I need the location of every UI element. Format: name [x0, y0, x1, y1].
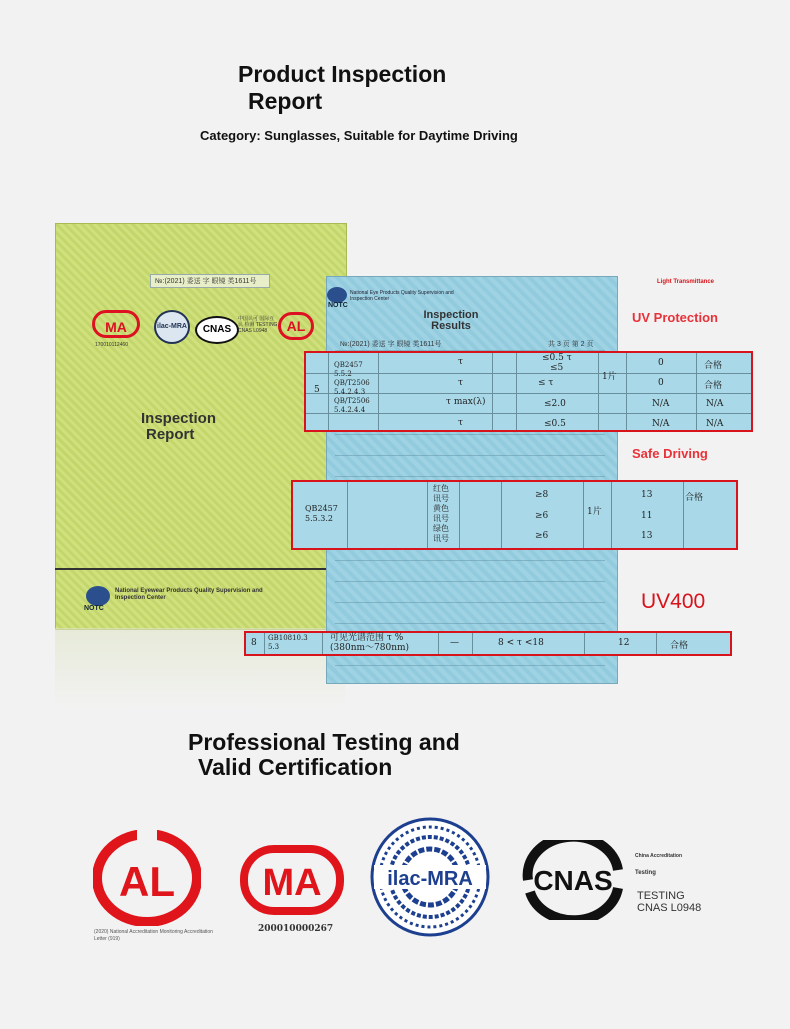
vis-param	[330, 633, 409, 653]
ma-logo-small: MA	[92, 310, 140, 338]
uv-limit-3: ≤2.0	[544, 399, 566, 409]
uv-item-no: 5	[314, 385, 320, 395]
uv-std-5: 5.4.2.4.4	[334, 406, 366, 414]
safe-signal-4: 绿色	[433, 524, 449, 533]
safe-result: 合格	[685, 493, 704, 503]
vis-param-1: 可见光谱范围 τ %	[330, 633, 404, 643]
page-title: Product Inspection	[238, 61, 447, 87]
uv-result-3: N/A	[706, 419, 724, 429]
green-report-title-line2: Report	[146, 426, 195, 443]
safe-limit-2: ≥6	[535, 531, 549, 541]
safe-standard-2: 5.5.3.2	[305, 514, 333, 523]
certification-heading-line2: Valid Certification	[198, 754, 393, 780]
notc-logo-icon-blue	[327, 287, 347, 303]
uv-standards	[334, 361, 370, 415]
cnas-small-label: China Accreditation	[635, 853, 683, 859]
cnas-number: CNAS L0948	[637, 902, 702, 914]
ilac-mra-logo-icon	[368, 815, 492, 939]
safe-signal-5: 讯号	[433, 534, 449, 543]
page-title-line2: Report	[248, 88, 323, 114]
uv-limit-0: ≤0.5 τ	[542, 353, 572, 363]
uv-value-0: 0	[658, 358, 664, 368]
results-title	[421, 310, 481, 332]
uv-std-0: QB2457	[334, 361, 363, 369]
green-report-title: Inspection	[141, 410, 217, 427]
uv-param-2: τ max(λ)	[446, 397, 486, 407]
blue-sheet-page: 共 3 页 第 2 页	[548, 341, 594, 348]
cnas-logo-small: CNAS	[195, 316, 239, 344]
uv-protection-label: UV Protection	[632, 310, 718, 325]
results-title-line1: Inspection	[423, 309, 479, 321]
light-transmittance-label: Light Transmittance	[657, 279, 715, 285]
uv-limit-4: ≤0.5	[544, 419, 566, 429]
ma-logo-icon	[240, 845, 344, 915]
accreditation-text-small: 中国认可 国际互认 检测 TESTING CNAS L0948	[238, 316, 278, 334]
uv-limit-1: ≤5	[550, 363, 564, 373]
vis-standard	[268, 634, 308, 652]
uv-param-3: τ	[458, 418, 463, 428]
blue-sheet-header: National Eye Products Quality Supervision and Inspection Center	[350, 290, 454, 302]
uv-std-2: QB/T2506	[334, 379, 370, 387]
safe-signal-1: 讯号	[433, 494, 449, 503]
uv-std-3: 5.4.2.4.3	[334, 388, 366, 396]
uv-limit-2: ≤ τ	[538, 378, 554, 388]
visible-light-callout	[244, 631, 732, 656]
uv400-label: UV400	[641, 590, 706, 613]
green-report-number: №:(2021) 委送 字 眼镜 类1611号	[150, 274, 270, 288]
uv-param-0: τ	[458, 357, 463, 367]
certification-heading: Professional Testing and	[188, 729, 460, 755]
safe-standard-1: QB2457	[305, 504, 338, 513]
safe-value-0: 13	[641, 490, 653, 500]
uv-result-2: N/A	[706, 399, 724, 409]
ilac-logo-small: ilac-MRA	[154, 310, 190, 344]
uv-protection-callout	[304, 351, 753, 432]
uv-std-4: QB/T2506	[334, 397, 370, 405]
results-title-line2: Results	[431, 320, 471, 332]
vis-standard-1: GB10810.3	[268, 634, 308, 642]
uv-qty: 1片	[602, 372, 617, 382]
notc-label: NOTC	[84, 605, 104, 612]
safe-signal-3: 讯号	[433, 514, 449, 523]
blue-notc-label: NOTC	[328, 302, 348, 309]
cnas-testing-small: Testing	[635, 870, 656, 876]
safe-driving-label: Safe Driving	[632, 446, 708, 461]
cal-logo-icon	[93, 830, 201, 926]
ma-logo-text: MA	[262, 862, 322, 904]
vis-limit: 8 < τ <18	[498, 638, 544, 648]
vis-dash: —	[450, 638, 459, 648]
cnas-logo-text: CNAS	[533, 865, 613, 896]
safe-value-1: 11	[641, 511, 653, 521]
uv-std-1: 5.5.2	[334, 370, 352, 378]
ilac-logo-text: ilac-MRA	[387, 868, 473, 890]
safe-driving-callout	[291, 480, 738, 550]
safe-signal-2: 黄色	[433, 504, 449, 513]
uv-value-2: N/A	[652, 399, 670, 409]
safe-qty: 1片	[587, 507, 602, 517]
safe-standard	[305, 504, 338, 524]
cal-logo-text: AL	[119, 858, 175, 905]
green-report-footer: National Eyewear Products Quality Supervision and Inspection Center	[115, 588, 263, 601]
cnas-testing-label: TESTING	[637, 890, 685, 902]
cnas-logo-icon	[518, 840, 628, 920]
uv-result-1: 合格	[704, 381, 723, 391]
cal-logo-small: AL	[278, 312, 314, 340]
ma-caption: 200010000267	[258, 924, 334, 934]
vis-standard-2: 5.3	[268, 643, 280, 651]
vis-value: 12	[618, 638, 630, 648]
vis-item-no: 8	[251, 638, 257, 648]
vis-param-2: (380nm～780nm)	[330, 643, 410, 653]
safe-limit-0: ≥8	[535, 490, 549, 500]
uv-value-3: N/A	[652, 419, 670, 429]
uv-value-1: 0	[658, 378, 664, 388]
cal-caption: (2020) National Accreditation Monitoring Accreditation Letter (919)	[94, 929, 213, 942]
safe-value-2: 13	[641, 531, 653, 541]
safe-limit-1: ≥6	[535, 511, 549, 521]
notc-logo-icon	[86, 586, 110, 606]
uv-param-1: τ	[458, 378, 463, 388]
category-text: Category: Sunglasses, Suitable for Daytime Driving	[200, 128, 518, 143]
green-report-divider	[55, 568, 345, 570]
blue-sheet-number: №:(2021) 委送 字 眼镜 类1611号	[340, 341, 442, 348]
ma-code-small: 170010112460	[95, 342, 128, 348]
vis-result: 合格	[670, 641, 689, 651]
safe-signals	[433, 484, 449, 544]
uv-result-0: 合格	[704, 361, 723, 371]
safe-signal-0: 红色	[433, 484, 449, 493]
